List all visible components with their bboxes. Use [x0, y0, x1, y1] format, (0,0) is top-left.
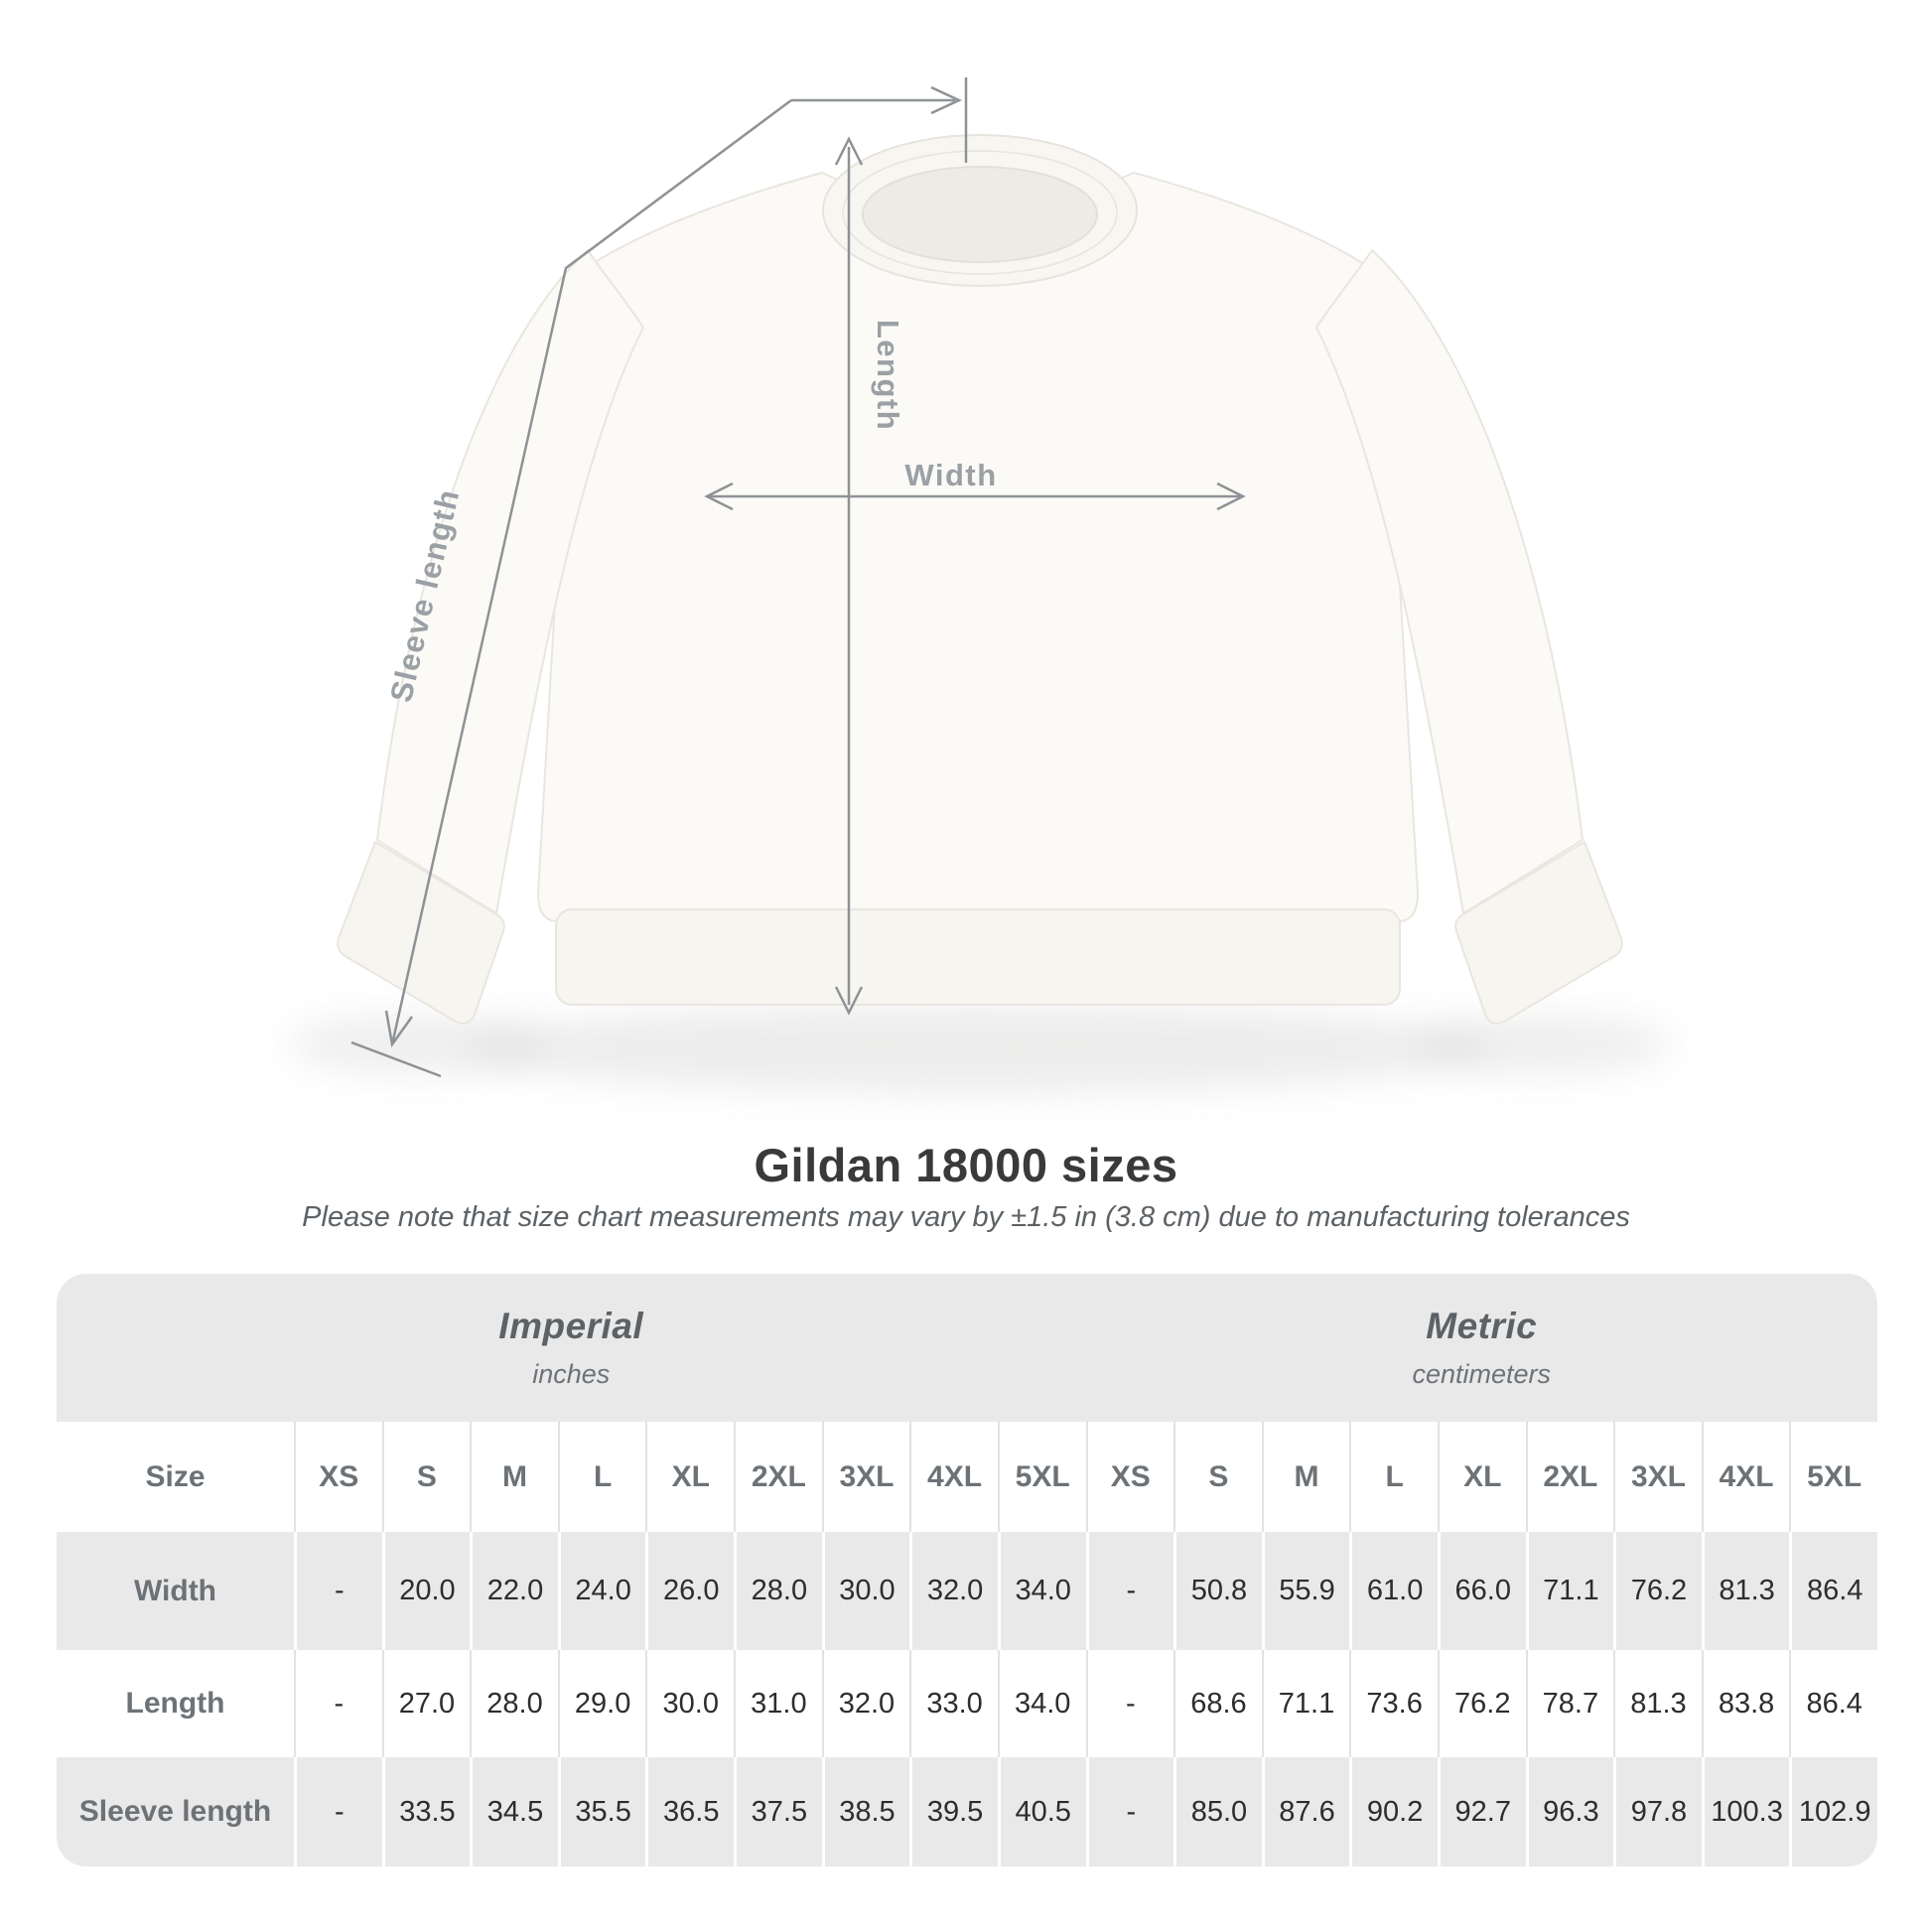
size-header-imperial: M — [470, 1422, 558, 1532]
value-metric: 102.9 — [1789, 1757, 1877, 1866]
value-metric: 97.8 — [1613, 1757, 1702, 1866]
value-metric: 92.7 — [1438, 1757, 1526, 1866]
unit-header-row — [57, 1274, 1877, 1422]
length-label: Length — [871, 319, 905, 432]
value-metric: 76.2 — [1613, 1532, 1702, 1650]
value-metric: 61.0 — [1349, 1532, 1438, 1650]
value-metric: 81.3 — [1702, 1532, 1790, 1650]
value-metric: 55.9 — [1262, 1532, 1350, 1650]
value-imperial: 30.0 — [822, 1532, 910, 1650]
value-imperial: 29.0 — [558, 1650, 646, 1757]
value-imperial: - — [294, 1650, 382, 1757]
value-metric: 76.2 — [1438, 1650, 1526, 1757]
value-metric: 71.1 — [1526, 1532, 1614, 1650]
imperial-unit-label: inches — [532, 1359, 611, 1389]
value-imperial: 39.5 — [909, 1757, 998, 1866]
value-imperial: - — [294, 1532, 382, 1650]
value-imperial: 22.0 — [470, 1532, 558, 1650]
value-metric: 86.4 — [1789, 1650, 1877, 1757]
size-header-imperial: 2XL — [734, 1422, 822, 1532]
value-metric: - — [1086, 1650, 1174, 1757]
value-imperial: 38.5 — [822, 1757, 910, 1866]
value-imperial: 27.0 — [382, 1650, 471, 1757]
sweatshirt-collar-inner — [863, 167, 1097, 262]
size-header-metric: M — [1262, 1422, 1350, 1532]
value-imperial: 32.0 — [822, 1650, 910, 1757]
value-imperial: 30.0 — [645, 1650, 734, 1757]
value-imperial: 31.0 — [734, 1650, 822, 1757]
size-header-metric: 3XL — [1613, 1422, 1702, 1532]
value-metric: - — [1086, 1532, 1174, 1650]
metric-label: Metric — [1426, 1306, 1538, 1346]
size-chart-note: Please note that size chart measurements may vary by ±1.5 in (3.8 cm) due to manufacturing tolerances — [302, 1201, 1630, 1233]
value-metric: 86.4 — [1789, 1532, 1877, 1650]
value-imperial: 40.5 — [998, 1757, 1086, 1866]
value-metric: 66.0 — [1438, 1532, 1526, 1650]
value-metric: 78.7 — [1526, 1650, 1614, 1757]
value-metric: 68.6 — [1173, 1650, 1262, 1757]
size-header-metric: 2XL — [1526, 1422, 1614, 1532]
size-header-metric: L — [1349, 1422, 1438, 1532]
size-header-metric: 4XL — [1702, 1422, 1790, 1532]
row-label: Sleeve length — [78, 1795, 272, 1828]
value-metric: 100.3 — [1702, 1757, 1790, 1866]
sleeve-length-label: Sleeve length — [383, 484, 467, 706]
page-title: Gildan 18000 sizes — [754, 1139, 1178, 1191]
size-header-metric: XL — [1438, 1422, 1526, 1532]
measurement-row-width — [57, 1532, 1877, 1650]
size-header-row — [57, 1422, 1877, 1532]
value-imperial: 34.5 — [470, 1757, 558, 1866]
size-header-imperial: S — [382, 1422, 471, 1532]
row-label: Width — [133, 1574, 217, 1607]
value-imperial: 36.5 — [645, 1757, 734, 1866]
value-imperial: 35.5 — [558, 1757, 646, 1866]
value-imperial: 26.0 — [645, 1532, 734, 1650]
value-metric: 96.3 — [1526, 1757, 1614, 1866]
value-imperial: 33.0 — [909, 1650, 998, 1757]
value-imperial: 32.0 — [909, 1532, 998, 1650]
size-header-imperial: L — [558, 1422, 646, 1532]
sweatshirt-hem — [556, 909, 1400, 1005]
floor-shadow — [288, 1005, 1672, 1092]
row-label: Length — [125, 1687, 225, 1720]
value-imperial: 34.0 — [998, 1532, 1086, 1650]
unit-group-imperial — [57, 1274, 1086, 1422]
imperial-label: Imperial — [498, 1306, 644, 1346]
value-imperial: 33.5 — [382, 1757, 471, 1866]
value-metric: 87.6 — [1262, 1757, 1350, 1866]
size-header-imperial: 3XL — [822, 1422, 910, 1532]
value-metric: 73.6 — [1349, 1650, 1438, 1757]
width-label: Width — [904, 458, 998, 492]
value-imperial: 24.0 — [558, 1532, 646, 1650]
value-metric: 71.1 — [1262, 1650, 1350, 1757]
value-imperial: 37.5 — [734, 1757, 822, 1866]
value-metric: 90.2 — [1349, 1757, 1438, 1866]
size-header-metric: S — [1173, 1422, 1262, 1532]
size-header-imperial: 5XL — [998, 1422, 1086, 1532]
value-imperial: 28.0 — [734, 1532, 822, 1650]
value-metric: 83.8 — [1702, 1650, 1790, 1757]
size-header-imperial: 4XL — [909, 1422, 998, 1532]
size-header-metric: XS — [1086, 1422, 1174, 1532]
value-imperial: - — [294, 1757, 382, 1866]
value-metric: 81.3 — [1613, 1650, 1702, 1757]
size-header-imperial: XL — [645, 1422, 734, 1532]
size-table — [57, 1274, 1877, 1866]
metric-unit-label: centimeters — [1412, 1359, 1552, 1389]
value-metric: 50.8 — [1173, 1532, 1262, 1650]
corner-size-label: Size — [145, 1459, 206, 1493]
value-imperial: 28.0 — [470, 1650, 558, 1757]
sweatshirt-illustration — [338, 135, 1622, 1024]
size-header-imperial: XS — [294, 1422, 382, 1532]
measurement-row-length — [57, 1650, 1877, 1757]
value-metric: - — [1086, 1757, 1174, 1866]
size-header-metric: 5XL — [1789, 1422, 1877, 1532]
value-imperial: 34.0 — [998, 1650, 1086, 1757]
unit-group-metric — [1086, 1274, 1878, 1422]
value-metric: 85.0 — [1173, 1757, 1262, 1866]
value-imperial: 20.0 — [382, 1532, 471, 1650]
measurement-row-sleeve-length — [57, 1757, 1877, 1866]
